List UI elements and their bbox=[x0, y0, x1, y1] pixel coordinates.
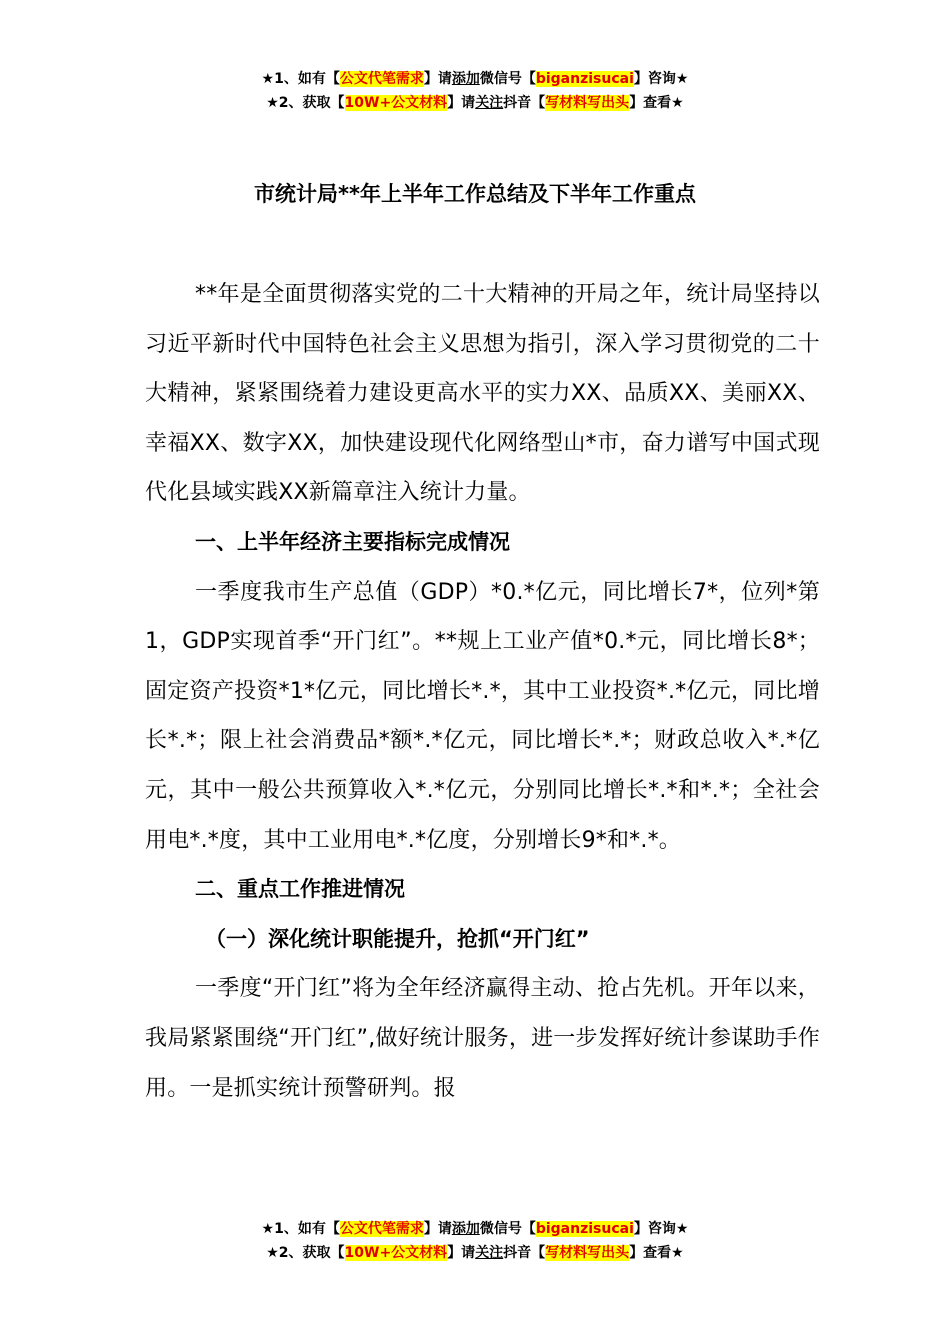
subsection-1-paragraph: 一季度“开门红”将为全年经济赢得主动、抢占先机。开年以来，我局紧紧围绕“开门红”,做好统计服务，进一步发挥好统计参谋助手作用。一是抓实统计预警研判。报 bbox=[145, 976, 820, 1101]
subsection-heading-1: （一）深化统计职能提升，抢抓“开门红” bbox=[205, 926, 590, 951]
promo-highlight: 10W+公文材料 bbox=[344, 95, 448, 111]
douyin-account: 写材料写出头 bbox=[545, 1245, 630, 1261]
section-heading-2: 二、重点工作推进情况 bbox=[195, 877, 405, 902]
header-promo-banner bbox=[0, 67, 950, 115]
document-title: 市统计局**年上半年工作总结及下半年工作重点 bbox=[254, 182, 696, 206]
intro-paragraph: **年是全面贯彻落实党的二十大精神的开局之年，统计局坚持以习近平新时代中国特色社会主义思想为指引，深入学习贯彻党的二十大精神，紧紧围绕着力建设更高水平的实力XX、品质XX、美丽XX、幸福XX、数字XX，加快建设现代化网络型山*市，奋力谱写中国式现代化县域实践XX新篇章注入统计力量。 bbox=[145, 282, 820, 506]
promo-highlight: 公文代笔需求 bbox=[339, 71, 424, 87]
section-heading-1: 一、上半年经济主要指标完成情况 bbox=[195, 529, 510, 554]
promo-line-1: ★1、如有【公文代笔需求】请添加微信号【biganzisucai】咨询★ bbox=[261, 71, 689, 87]
promo-line-2: ★2、获取【10W+公文材料】请关注抖音【写材料写出头】查看★ bbox=[266, 95, 684, 111]
douyin-account: 写材料写出头 bbox=[545, 95, 630, 111]
promo-line-1: ★1、如有【公文代笔需求】请添加微信号【biganzisucai】咨询★ bbox=[261, 1221, 689, 1237]
wechat-id: biganzisucai bbox=[535, 71, 634, 87]
footer-promo-banner bbox=[0, 1217, 950, 1265]
document-body bbox=[145, 270, 820, 1113]
promo-line-2: ★2、获取【10W+公文材料】请关注抖音【写材料写出头】查看★ bbox=[266, 1245, 684, 1261]
promo-highlight: 10W+公文材料 bbox=[344, 1245, 448, 1261]
section-1-paragraph: 一季度我市生产总值（GDP）*0.*亿元，同比增长7*，位列*第1，GDP实现首季“开门红”。**规上工业产值*0.*元，同比增长8*；固定资产投资*1*亿元，同比增长*.*，其中工业投资*.*亿元，同比增长*.*；限上社会消费品*额*.*亿元，同比增长*.*；财政总收入*.*亿元，其中一般公共预算收入*.*亿元，分别同比增长*.*和*.*；全社会用电*.*度，其中工业用电*.*亿度，分别增长9*和*.*。 bbox=[145, 579, 820, 853]
wechat-id: biganzisucai bbox=[535, 1221, 634, 1237]
promo-highlight: 公文代笔需求 bbox=[339, 1221, 424, 1237]
